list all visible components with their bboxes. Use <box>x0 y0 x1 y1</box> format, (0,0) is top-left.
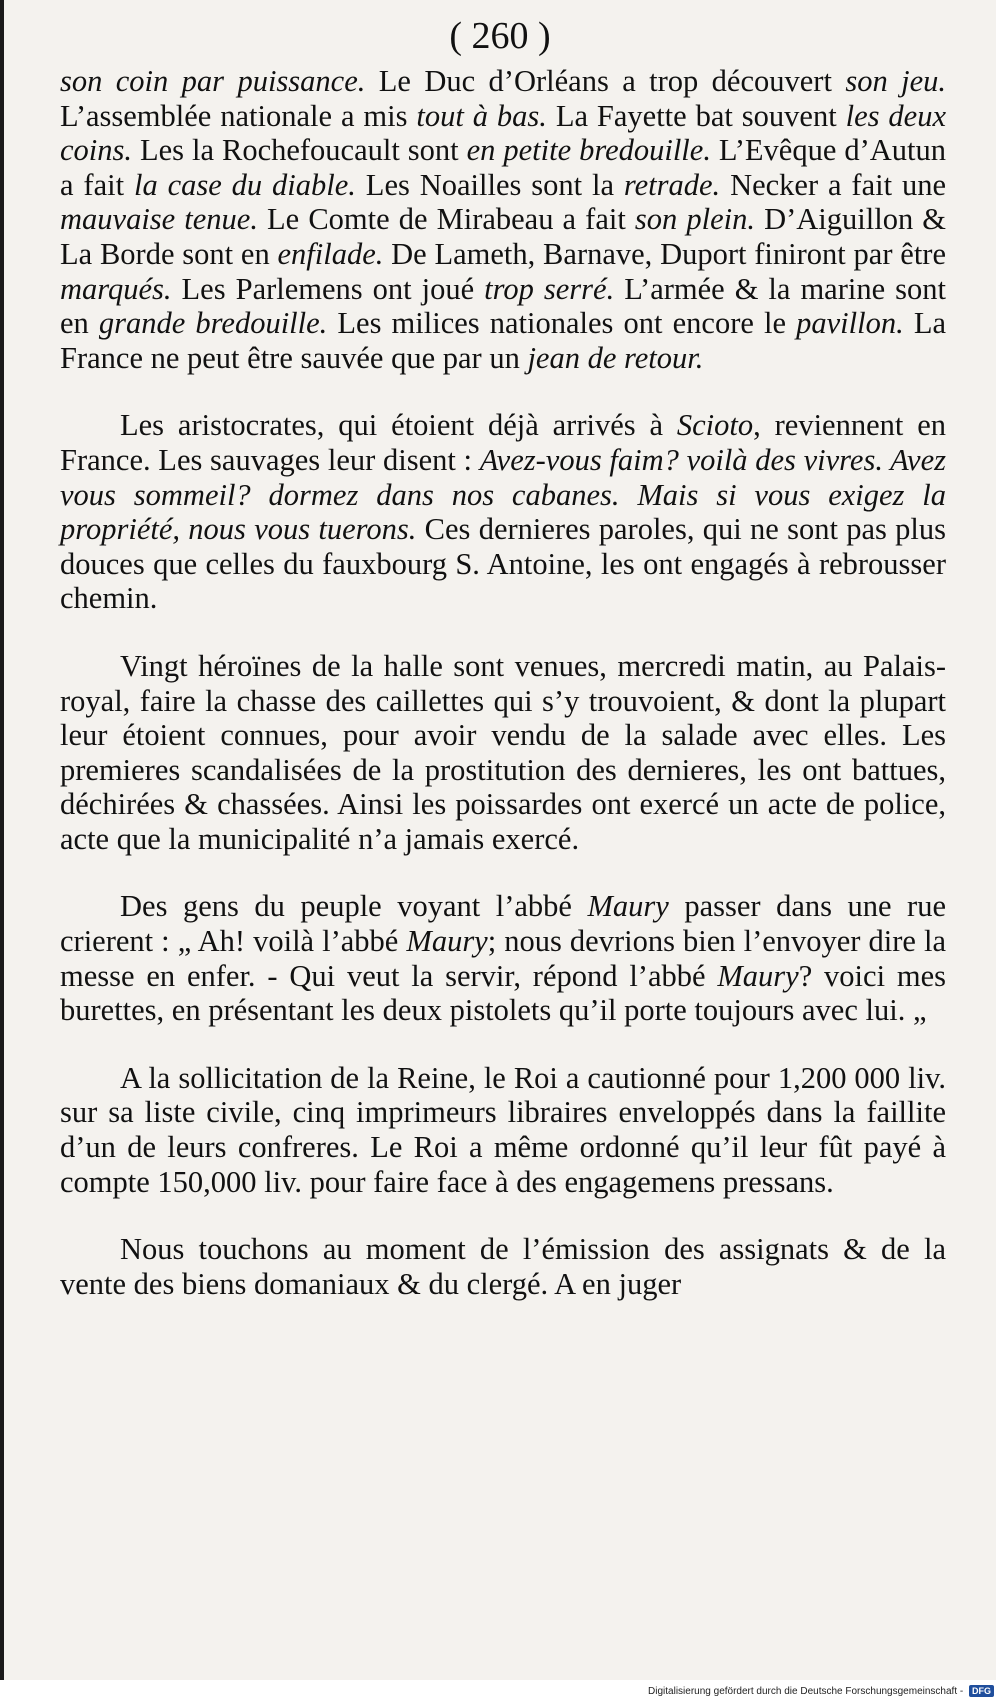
text-run: De Lameth, Barnave, Duport finiront par être <box>383 236 946 271</box>
page-number: ( 260 ) <box>449 15 551 57</box>
paragraph-6 <box>60 1232 946 1301</box>
text-run: La France ne peut être sauvée que par un <box>60 306 946 375</box>
italic-run: son plein. <box>634 202 755 237</box>
text-run: Le Duc d’Orléans a trop découvert <box>365 64 846 98</box>
text-run: L’assemblée nationale a mis <box>60 98 417 133</box>
dfg-logo: DFG <box>969 1685 994 1697</box>
text-run: Les milices nationales ont encore le <box>327 306 797 341</box>
paragraph-3 <box>60 649 946 857</box>
italic-run: son coin par puissance. <box>60 64 366 98</box>
italic-run: la case du diable. <box>133 167 356 202</box>
digitization-credit <box>648 1685 994 1699</box>
italic-run: Maury <box>587 889 669 924</box>
italic-run: jean de retour. <box>527 340 704 375</box>
paragraph-4 <box>60 889 946 1027</box>
italic-run: retrade. <box>623 167 721 202</box>
text-run: Les Noailles sont la <box>355 167 624 202</box>
text-run: Le Comte de Mirabeau a fait <box>257 202 635 237</box>
italic-run: trop serré. <box>484 271 615 306</box>
italic-run: Maury <box>717 958 799 993</box>
italic-run: marqués. <box>60 271 172 306</box>
italic-run: Avez-vous faim? voilà des vivres. Avez vous sommeil? dormez dans nos cabanes. Mais si vous exigez la propriété, nous vous tuerons. <box>60 442 946 547</box>
text-run: Vingt héroïnes de la halle sont venues, mercredi matin, au Palais-royal, faire la chasse des caillettes qui s’y trouvoient, & dont la plupart leur étoient connues, pour avoir vendu de la salade avec elles. Les premieres scandalisées de la prostitution des dernieres, les ont battues, déchirées & chassées. Ainsi les poissardes ont exercé un acte de police, acte que la municipalité n’a jamais exercé. <box>60 648 946 856</box>
text-run: Ces dernieres paroles, qui ne sont pas plus douces que celles du fauxbourg S. Antoine, les ont engagés à rebrousser chemin. <box>60 512 946 616</box>
body-text <box>60 64 946 1334</box>
italic-run: Scioto <box>676 408 754 443</box>
italic-run: enfilade. <box>277 236 384 271</box>
text-run: A la sollicitation de la Reine, le Roi a cautionné pour 1,200 000 liv. sur sa liste civile, cinq imprimeurs libraires enveloppés dans la faillite d’un de leurs confreres. Le Roi a même ordonné qu’il leur fût payé à compte 150,000 liv. pour faire face à des engagemens pressans. <box>60 1060 946 1199</box>
text-run: ; nous devrions bien l’envoyer dire la messe en enfer. - Qui veut la servir, répond l’abbé <box>60 924 946 993</box>
italic-run: son jeu. <box>845 64 947 98</box>
text-run: La Fayette bat souvent <box>546 98 846 133</box>
italic-run: mauvaise tenue. <box>60 202 258 237</box>
text-run: ? voici mes burettes, en présentant les deux pistolets qu’il porte toujours avec lui. „ <box>60 958 946 1028</box>
italic-run: tout à bas. <box>416 98 547 133</box>
credit-text: Digitalisierung gefördert durch die Deutsche Forschungsgemeinschaft - <box>648 1686 964 1697</box>
text-run: Des gens du peuple voyant l’abbé <box>120 889 588 924</box>
text-run: Nous touchons au moment de l’émission des assignats & de la vente des biens domaniaux & du clergé. A en juger <box>60 1232 946 1301</box>
italic-run: Maury <box>406 924 488 959</box>
text-run: Les aristocrates, qui étoient déjà arrivés à <box>120 408 677 443</box>
italic-run: les deux coins. <box>60 98 946 168</box>
text-run: D’Aiguillon & La Borde sont en <box>60 202 947 271</box>
text-run: L’Evêque d’Autun a fait <box>60 133 946 202</box>
text-run: Les la Rochefoucault sont <box>132 133 467 168</box>
text-run: Les Parlemens ont joué <box>171 271 485 306</box>
italic-run: pavillon. <box>796 306 904 341</box>
italic-run: grande bredouille. <box>98 306 328 341</box>
paragraph-2 <box>60 408 946 616</box>
text-run: passer dans une rue crierent : „ Ah! voilà l’abbé <box>60 889 947 959</box>
page-edge-shadow <box>0 0 4 1680</box>
text-run: , reviennent en France. Les sauvages leur disent : <box>60 408 946 477</box>
paragraph-1 <box>60 64 946 375</box>
text-run: L’armée & la marine sont en <box>60 271 946 341</box>
text-run: Necker a fait une <box>720 167 947 202</box>
paragraph-5 <box>60 1061 946 1199</box>
italic-run: en petite bredouille. <box>466 133 711 168</box>
